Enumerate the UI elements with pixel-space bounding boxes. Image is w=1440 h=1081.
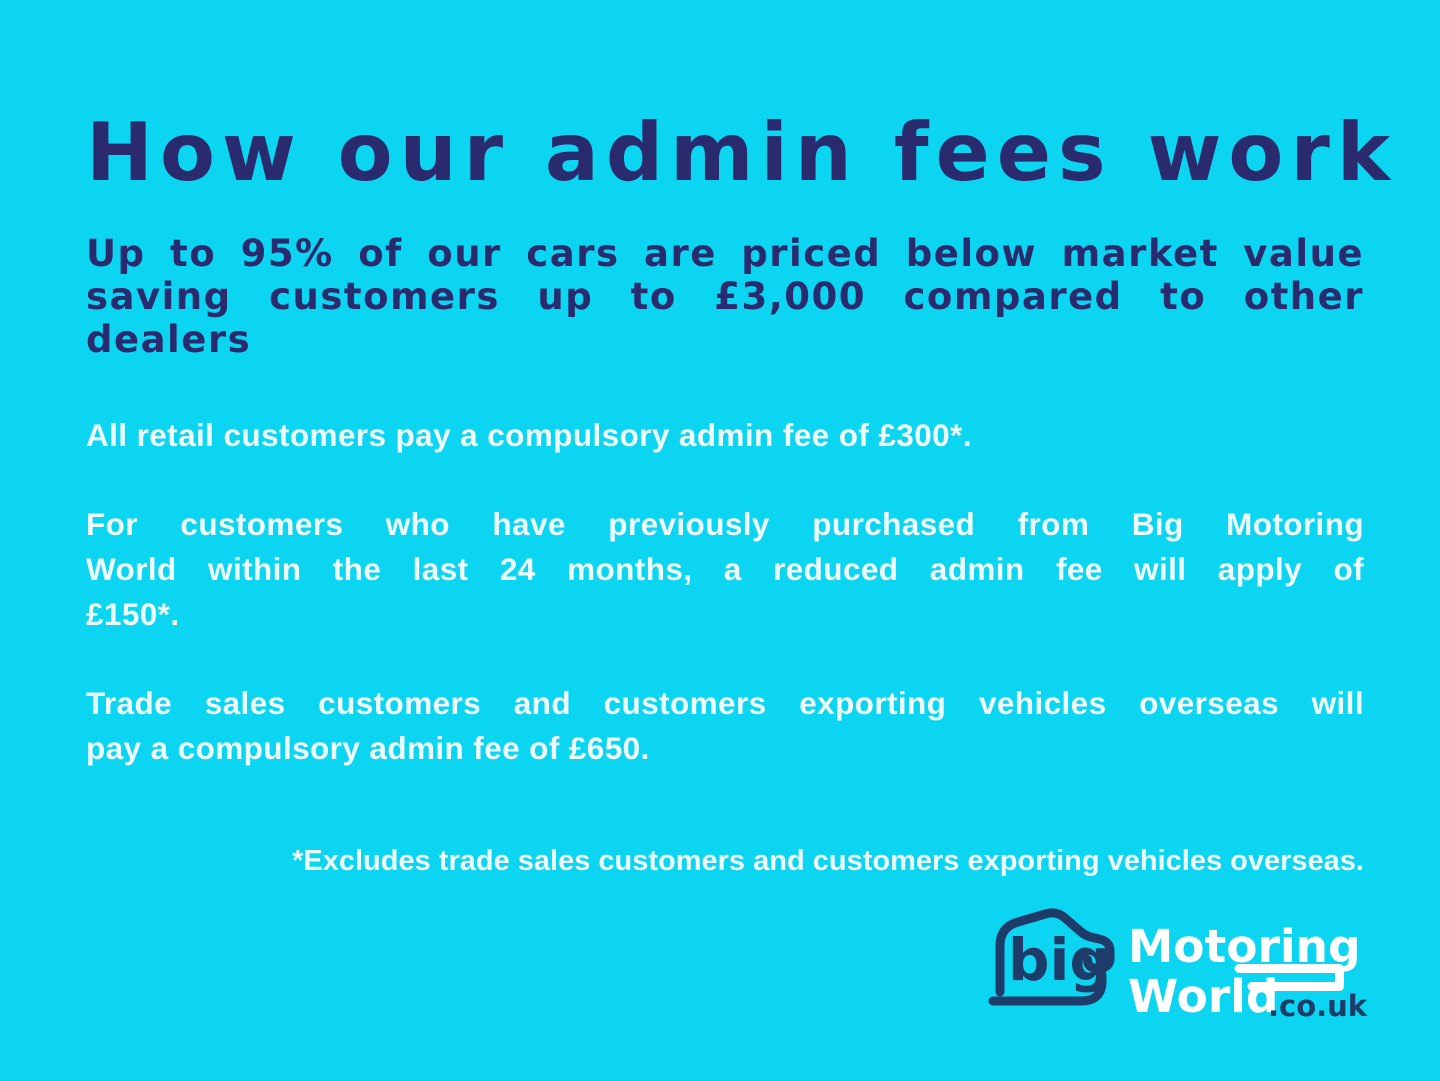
logo-motoring-text: Motoring xyxy=(1128,920,1361,973)
intro-line: saving customers up to £3,000 compared to other xyxy=(86,275,1364,318)
paragraph-retail-fee xyxy=(86,413,1364,458)
logo-graphic xyxy=(986,902,1368,1029)
logo-couk-text: .co.uk xyxy=(1268,989,1368,1023)
paragraph-line: World within the last 24 months, a reduced admin fee will apply of xyxy=(86,551,1364,587)
paragraph-trade-export-fee xyxy=(86,681,1364,771)
intro-text xyxy=(86,232,1364,361)
footnote-text: *Excludes trade sales customers and customers exporting vehicles overseas. xyxy=(292,845,1364,877)
intro-line: Up to 95% of our cars are priced below market value xyxy=(86,232,1364,275)
paragraph-line: Trade sales customers and customers exporting vehicles overseas will xyxy=(86,685,1364,721)
paragraph-returning-customer-fee xyxy=(86,502,1364,637)
big-motoring-world-logo xyxy=(986,902,1368,1029)
paragraph-line: For customers who have previously purchased from Big Motoring xyxy=(86,506,1364,542)
logo-big-text: big xyxy=(1008,926,1111,994)
intro-line: dealers xyxy=(86,318,252,361)
paragraph-line: All retail customers pay a compulsory admin fee of £300*. xyxy=(86,417,972,453)
logo-world-text: World xyxy=(1128,970,1279,1023)
page-title: How our admin fees work xyxy=(86,106,1398,199)
paragraph-line: £150*. xyxy=(86,596,180,632)
paragraph-line: pay a compulsory admin fee of £650. xyxy=(86,730,650,766)
